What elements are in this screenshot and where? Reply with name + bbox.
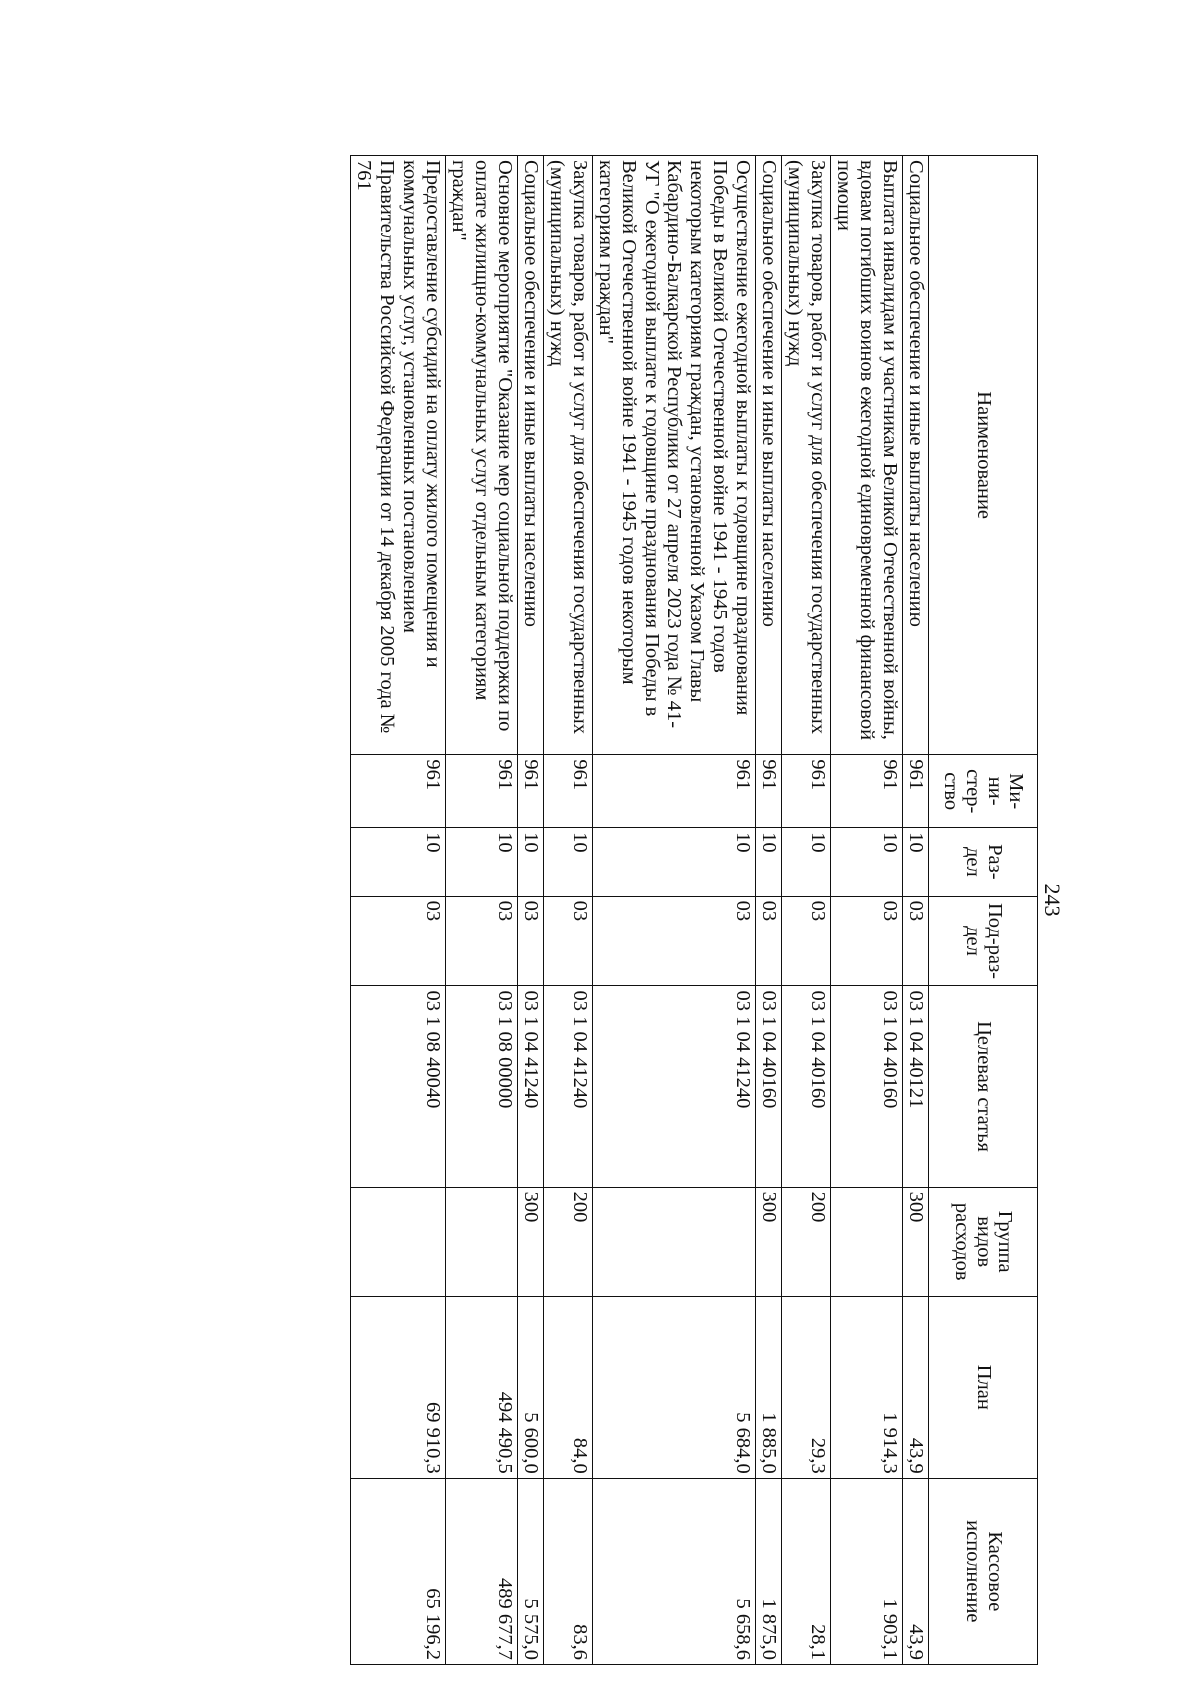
cell-name: Осуществление ежегодной выплаты к годовщине празднования Победы в Великой Отечественной войне 1941 - 1945 годов некоторым категориям граждан, установленной Указом Главы Кабардино-Балкарской Республики от 27 апреля 2023 года № 41-УГ "О ежегодной выплате к годовщине празднования Победы в Великой Отечественной войне 1941 - 1945 годов некоторым категориям граждан": [592, 156, 756, 755]
cell-group: [351, 1187, 446, 1296]
cell-section: 10: [903, 828, 929, 896]
cell-ministry: 961: [445, 755, 517, 828]
cell-exec: 83,6: [543, 1478, 592, 1664]
cell-target: 03 1 04 40160: [756, 986, 782, 1187]
table-row: [543, 156, 592, 1665]
cell-subsection: 03: [517, 896, 543, 986]
col-header-target: Целевая статья: [929, 986, 1038, 1187]
cell-section: 10: [445, 828, 517, 896]
header-row: [929, 156, 1038, 1665]
cell-ministry: 961: [592, 755, 756, 828]
cell-subsection: 03: [903, 896, 929, 986]
cell-subsection: 03: [831, 896, 903, 986]
cell-name: Закупка товаров, работ и услуг для обеспечения государственных (муниципальных) нужд: [543, 156, 592, 755]
cell-subsection: 03: [543, 896, 592, 986]
cell-exec: 1 875,0: [756, 1478, 782, 1664]
cell-plan: 29,3: [782, 1296, 831, 1478]
cell-group: [831, 1187, 903, 1296]
cell-plan: 69 910,3: [351, 1296, 446, 1478]
cell-group: 300: [903, 1187, 929, 1296]
col-header-plan: План: [929, 1296, 1038, 1478]
cell-target: 03 1 08 40040: [351, 986, 446, 1187]
cell-target: 03 1 04 41240: [517, 986, 543, 1187]
cell-ministry: 961: [543, 755, 592, 828]
cell-exec: 1 903,1: [831, 1478, 903, 1664]
cell-section: 10: [831, 828, 903, 896]
col-header-ministry: Ми-ни-стер-ство: [929, 755, 1038, 828]
cell-name: Выплата инвалидам и участникам Великой Отечественной войны, вдовам погибших воинов ежегодной единовременной финансовой помощи: [831, 156, 903, 755]
cell-group: 200: [782, 1187, 831, 1296]
cell-subsection: 03: [445, 896, 517, 986]
cell-subsection: 03: [351, 896, 446, 986]
cell-name: Социальное обеспечение и иные выплаты населению: [517, 156, 543, 755]
page-number: 243: [1040, 883, 1065, 917]
cell-group: 300: [517, 1187, 543, 1296]
cell-ministry: 961: [831, 755, 903, 828]
cell-exec: 5 575,0: [517, 1478, 543, 1664]
cell-target: 03 1 04 40121: [903, 986, 929, 1187]
budget-table: [350, 155, 1038, 1665]
cell-ministry: 961: [351, 755, 446, 828]
cell-ministry: 961: [756, 755, 782, 828]
cell-section: 10: [592, 828, 756, 896]
cell-subsection: 03: [782, 896, 831, 986]
cell-plan: 1 914,3: [831, 1296, 903, 1478]
cell-name: Социальное обеспечение и иные выплаты населению: [756, 156, 782, 755]
cell-target: 03 1 04 41240: [543, 986, 592, 1187]
cell-target: 03 1 04 40160: [831, 986, 903, 1187]
cell-name: Закупка товаров, работ и услуг для обеспечения государственных (муниципальных) нужд: [782, 156, 831, 755]
table-row: [351, 156, 446, 1665]
cell-name: Основное мероприятие "Оказание мер социальной поддержки по оплате жилищно-коммунальных услуг отдельным категориям граждан": [445, 156, 517, 755]
cell-name: Социальное обеспечение и иные выплаты населению: [903, 156, 929, 755]
cell-plan: 5 600,0: [517, 1296, 543, 1478]
cell-section: 10: [351, 828, 446, 896]
cell-section: 10: [517, 828, 543, 896]
cell-group: [592, 1187, 756, 1296]
cell-name: Предоставление субсидий на оплату жилого помещения и коммунальных услуг, установленных постановлением Правительства Российской Федерации от 14 декабря 2005 года № 761: [351, 156, 446, 755]
cell-target: 03 1 04 40160: [782, 986, 831, 1187]
col-header-subsection: Под-раз-дел: [929, 896, 1038, 986]
table-row: [831, 156, 903, 1665]
table-row: [756, 156, 782, 1665]
cell-target: 03 1 08 00000: [445, 986, 517, 1187]
table-row: [782, 156, 831, 1665]
table-row: [445, 156, 517, 1665]
cell-plan: 1 885,0: [756, 1296, 782, 1478]
cell-target: 03 1 04 41240: [592, 986, 756, 1187]
table-row: [903, 156, 929, 1665]
cell-subsection: 03: [592, 896, 756, 986]
cell-section: 10: [782, 828, 831, 896]
col-header-name: Наименование: [929, 156, 1038, 755]
cell-plan: 43,9: [903, 1296, 929, 1478]
col-header-group: Группа видов расходов: [929, 1187, 1038, 1296]
cell-exec: 489 677,7: [445, 1478, 517, 1664]
cell-group: [445, 1187, 517, 1296]
table-row: [592, 156, 756, 1665]
cell-subsection: 03: [756, 896, 782, 986]
cell-exec: 43,9: [903, 1478, 929, 1664]
col-header-section: Раз-дел: [929, 828, 1038, 896]
cell-plan: 5 684,0: [592, 1296, 756, 1478]
cell-plan: 494 490,5: [445, 1296, 517, 1478]
cell-ministry: 961: [782, 755, 831, 828]
cell-group: 200: [543, 1187, 592, 1296]
table-row: [517, 156, 543, 1665]
cell-exec: 28,1: [782, 1478, 831, 1664]
col-header-exec: Кассовое исполнение: [929, 1478, 1038, 1664]
cell-section: 10: [756, 828, 782, 896]
cell-ministry: 961: [517, 755, 543, 828]
cell-exec: 65 196,2: [351, 1478, 446, 1664]
cell-section: 10: [543, 828, 592, 896]
cell-plan: 84,0: [543, 1296, 592, 1478]
cell-group: 300: [756, 1187, 782, 1296]
rotated-page: [138, 155, 1038, 1665]
cell-exec: 5 658,6: [592, 1478, 756, 1664]
cell-ministry: 961: [903, 755, 929, 828]
